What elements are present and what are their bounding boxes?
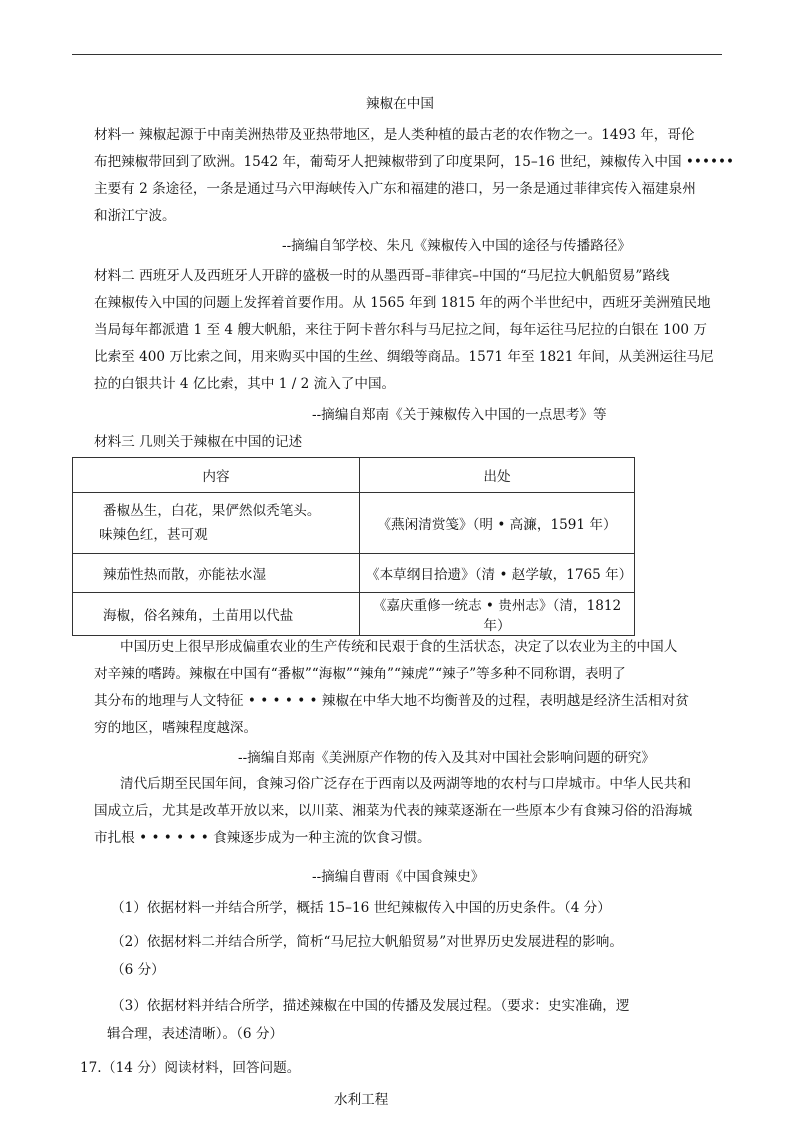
table-row [73,554,635,593]
material-2-line: 在辣椒传入中国的问题上发挥着首要作用。从 1565 年到 1815 年的两个半世纪中，西班牙美洲殖民地 [94,295,711,311]
table-header-source: 出处 [360,458,635,493]
material-2-source: --摘编自郑南《关于辣椒传入中国的一点思考》等 [312,407,607,423]
table-cell-content: 海椒，俗名辣角，土苗用以代盐 [73,593,360,636]
table-cell-source: 《燕闲清赏笺》（明 • 高濂，1591 年） [360,493,635,554]
table-cell-source: 《本草纲目拾遗》（清 • 赵学敏，1765 年） [360,554,635,593]
cell-line: 味辣色红，甚可观 [99,527,208,543]
question-17-text: （14 分）阅读材料，回答问题。 [102,1060,301,1076]
table-cell-content [73,493,360,554]
document-title: 辣椒在中国 [366,96,434,112]
question-3-cont: 辑合理，表述清晰）。（6 分） [107,1026,284,1042]
material-3-heading: 材料三 几则关于辣椒在中国的记述 [94,434,303,450]
material-2-line: 材料二 西班牙人及西班牙人开辟的盛极一时的从墨西哥–菲律宾–中国的“马尼拉大帆船贸易”路线 [94,268,670,284]
material-4-source: --摘编自郑南《美洲原产作物的传入及其对中国社会影响问题的研究》 [238,750,655,766]
material-4-line: 中国历史上很早形成偏重农业的生产传统和民艰于食的生活状态，决定了以农业为主的中国人 [120,639,678,655]
material-4-line: 其分布的地理与人文特征 • • • • • • 辣椒在中华大地不均衡普及的过程，表明越是经济生活相对贫 [94,693,689,709]
material-2 [94,263,714,398]
table-row [73,593,635,636]
material-4-line: 穷的地区，嗜辣程度越深。 [94,720,258,736]
question-2: （2）依据材料二并结合所学，简析“马尼拉大帆船贸易”对世界历史发展进程的影响。 [111,934,623,950]
header-rule [72,54,722,55]
table-header-row [73,458,635,493]
question-17-title: 水利工程 [334,1092,389,1108]
material-5-line: 清代后期至民国年间，食辣习俗广泛存在于西南以及两湖等地的农村与口岸城市。中华人民共和 [120,776,691,792]
table-row [73,493,635,554]
material-1-line: 和浙江宁波。 [94,208,176,224]
table-cell-source: 《嘉庆重修一统志 • 贵州志》（清，1812 年） [360,593,635,636]
material-1-line: 主要有 2 条途径，一条是通过马六甲海峡传入广东和福建的港口，另一条是通过菲律宾传入福建泉州 [94,181,696,197]
material-1-source: --摘编自邹学校、朱凡《辣椒传入中国的途径与传播路径》 [282,238,632,254]
material-2-line: 比索至 400 万比索之间，用来购买中国的生丝、绸缎等商品。1571 年至 1821 年间，从美洲运往马尼 [94,349,714,365]
material-2-line: 拉的白银共计 4 亿比索，其中 1 / 2 流入了中国。 [94,376,396,392]
material-2-line: 当局每年都派遣 1 至 4 艘大帆船，来往于阿卡普尔科与马尼拉之间，每年运往马尼拉的白银在 100 万 [94,322,707,338]
material-3-table [72,457,635,636]
cell-line: 番椒丛生，白花，果俨然似秃笔头。 [103,503,321,519]
material-5-source: --摘编自曹雨《中国食辣史》 [312,869,485,885]
question-2-score: （6 分） [111,962,165,978]
question-3: （3）依据材料并结合所学，描述辣椒在中国的传播及发展过程。（要求：史实准确，逻 [111,998,630,1014]
material-5-line: 市扎根 • • • • • • 食辣逐步成为一种主流的饮食习惯。 [94,830,431,846]
material-5-line: 国成立后，尤其是改革开放以来，以川菜、湘菜为代表的辣菜逐渐在一些原本少有食辣习俗的沿海城 [94,803,693,819]
material-5 [94,771,714,852]
material-1-line: 布把辣椒带回到了欧洲。1542 年，葡萄牙人把辣椒带到了印度果阿，15–16 世纪，辣椒传入中国 •••••• [94,154,735,170]
material-4-line: 对辛辣的嗜踌。辣椒在中国有“番椒”“海椒”“辣角”“辣虎”“辣子”等多种不同称谓，表明了 [94,666,626,682]
question-17-number: 17. [80,1060,102,1076]
material-1-line: 材料一 辣椒起源于中南美洲热带及亚热带地区，是人类种植的最古老的农作物之一。1493 年，哥伦 [94,127,695,143]
material-1 [94,122,735,230]
table-header-content: 内容 [73,458,360,493]
table-cell-content: 辣茄性热而散，亦能祛水湿 [73,554,360,593]
question-1: （1）依据材料一并结合所学，概括 15–16 世纪辣椒传入中国的历史条件。（4 分） [111,900,611,916]
material-4 [94,634,714,742]
